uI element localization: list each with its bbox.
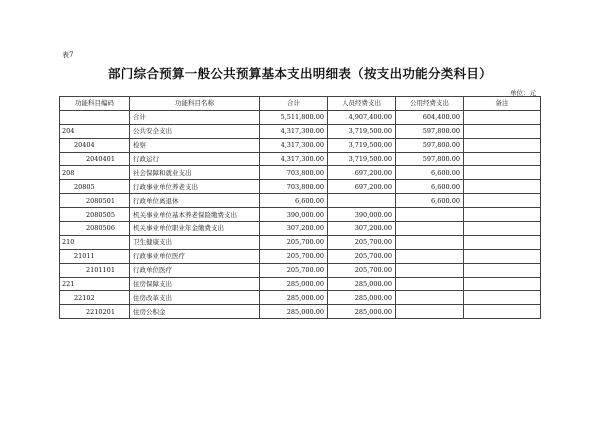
table-row [60, 152, 541, 166]
cell-code: 2080505 [60, 208, 130, 222]
table-row [60, 305, 541, 319]
table-header-row [60, 97, 541, 111]
cell-note [464, 235, 541, 249]
cell-public: 6,600.00 [396, 194, 464, 208]
cell-personnel: 3,719,500.00 [328, 152, 396, 166]
cell-public [396, 305, 464, 319]
cell-public: 604,400.00 [396, 110, 464, 124]
cell-personnel: 697,200.00 [328, 166, 396, 180]
cell-public [396, 208, 464, 222]
cell-personnel [328, 194, 396, 208]
table-row [60, 277, 541, 291]
cell-name: 公共安全支出 [130, 124, 260, 138]
cell-name: 住房改革支出 [130, 291, 260, 305]
cell-personnel: 697,200.00 [328, 180, 396, 194]
cell-note [464, 124, 541, 138]
cell-total: 4,317,300.00 [260, 138, 328, 152]
table-row [60, 249, 541, 263]
cell-personnel: 205,700.00 [328, 263, 396, 277]
cell-note [464, 194, 541, 208]
table-row [60, 110, 541, 124]
cell-code: 204 [60, 124, 130, 138]
cell-name: 检察 [130, 138, 260, 152]
cell-code: 2080501 [60, 194, 130, 208]
cell-public: 6,600.00 [396, 180, 464, 194]
cell-personnel: 390,000.00 [328, 208, 396, 222]
cell-code: 2080506 [60, 222, 130, 236]
cell-total: 285,000.00 [260, 291, 328, 305]
cell-personnel: 4,907,400.00 [328, 110, 396, 124]
cell-personnel: 285,000.00 [328, 277, 396, 291]
table-number: 表7 [62, 51, 74, 59]
cell-note [464, 222, 541, 236]
cell-personnel: 307,200.00 [328, 222, 396, 236]
cell-total: 390,000.00 [260, 208, 328, 222]
cell-name: 行政事业单位医疗 [130, 249, 260, 263]
cell-note [464, 138, 541, 152]
cell-personnel: 3,719,500.00 [328, 138, 396, 152]
cell-name: 住房公积金 [130, 305, 260, 319]
table-row [60, 194, 541, 208]
cell-personnel: 285,000.00 [328, 305, 396, 319]
cell-total: 205,700.00 [260, 263, 328, 277]
cell-name: 行政单位离退休 [130, 194, 260, 208]
cell-name: 社会保障和就业支出 [130, 166, 260, 180]
cell-note [464, 305, 541, 319]
budget-table [59, 96, 541, 319]
table-row [60, 166, 541, 180]
cell-name: 机关事业单位基本养老保险缴费支出 [130, 208, 260, 222]
cell-total: 285,000.00 [260, 305, 328, 319]
cell-name: 住房保障支出 [130, 277, 260, 291]
cell-note [464, 180, 541, 194]
cell-code [60, 110, 130, 124]
cell-public: 597,800.00 [396, 152, 464, 166]
cell-total: 205,700.00 [260, 235, 328, 249]
cell-public: 6,600.00 [396, 166, 464, 180]
cell-total: 4,317,300.00 [260, 124, 328, 138]
table-row [60, 208, 541, 222]
cell-total: 5,511,800.00 [260, 110, 328, 124]
cell-note [464, 166, 541, 180]
header-public: 公用经费支出 [396, 97, 464, 111]
cell-code: 2040401 [60, 152, 130, 166]
cell-public [396, 263, 464, 277]
table-row [60, 235, 541, 249]
table-row [60, 291, 541, 305]
cell-code: 210 [60, 235, 130, 249]
cell-code: 2210201 [60, 305, 130, 319]
cell-personnel: 3,719,500.00 [328, 124, 396, 138]
cell-code: 21011 [60, 249, 130, 263]
cell-note [464, 249, 541, 263]
cell-total: 285,000.00 [260, 277, 328, 291]
table-row [60, 124, 541, 138]
cell-personnel: 205,700.00 [328, 235, 396, 249]
cell-public [396, 291, 464, 305]
cell-name: 机关事业单位职业年金缴费支出 [130, 222, 260, 236]
cell-note [464, 110, 541, 124]
cell-total: 4,317,300.00 [260, 152, 328, 166]
cell-code: 22102 [60, 291, 130, 305]
cell-name: 行政单位医疗 [130, 263, 260, 277]
cell-public: 597,800.00 [396, 138, 464, 152]
cell-name: 卫生健康支出 [130, 235, 260, 249]
cell-code: 2101101 [60, 263, 130, 277]
cell-code: 221 [60, 277, 130, 291]
cell-note [464, 277, 541, 291]
table-row [60, 138, 541, 152]
header-name: 功能科目名称 [130, 97, 260, 111]
header-personnel: 人员经费支出 [328, 97, 396, 111]
cell-public [396, 222, 464, 236]
cell-name: 行政运行 [130, 152, 260, 166]
unit-label: 单位：元 [510, 89, 536, 97]
header-total: 合计 [260, 97, 328, 111]
cell-name: 合计 [130, 110, 260, 124]
cell-code: 208 [60, 166, 130, 180]
cell-personnel: 205,700.00 [328, 249, 396, 263]
cell-public [396, 277, 464, 291]
page-title: 部门综合预算一般公共预算基本支出明细表（按支出功能分类科目） [107, 66, 492, 81]
table-row [60, 263, 541, 277]
cell-code: 20404 [60, 138, 130, 152]
cell-public [396, 249, 464, 263]
cell-note [464, 152, 541, 166]
cell-public [396, 235, 464, 249]
table-row [60, 222, 541, 236]
cell-note [464, 263, 541, 277]
header-note: 备注 [464, 97, 541, 111]
cell-total: 307,200.00 [260, 222, 328, 236]
cell-public: 597,800.00 [396, 124, 464, 138]
cell-total: 703,800.00 [260, 166, 328, 180]
cell-total: 6,600.00 [260, 194, 328, 208]
cell-total: 205,700.00 [260, 249, 328, 263]
cell-note [464, 291, 541, 305]
table-row [60, 180, 541, 194]
header-code: 功能科目编码 [60, 97, 130, 111]
cell-personnel: 285,000.00 [328, 291, 396, 305]
cell-note [464, 208, 541, 222]
cell-total: 703,800.00 [260, 180, 328, 194]
cell-name: 行政事业单位养老支出 [130, 180, 260, 194]
cell-code: 20805 [60, 180, 130, 194]
